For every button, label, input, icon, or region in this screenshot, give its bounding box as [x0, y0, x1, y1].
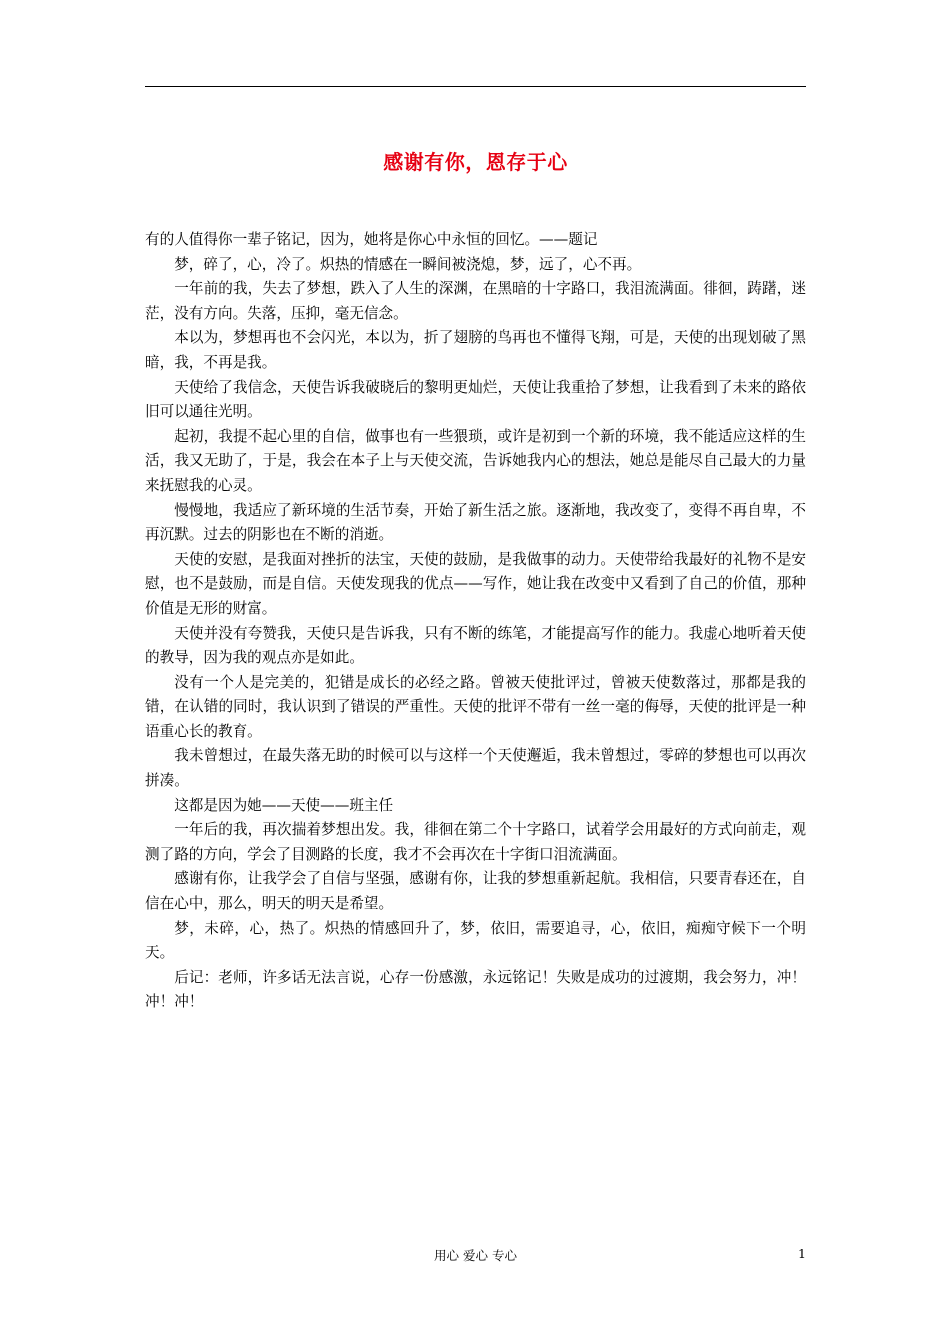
document-body: [145, 228, 806, 1015]
paragraph-6: 慢慢地，我适应了新环境的生活节奏，开始了新生活之旅。逐渐地，我改变了，变得不再自卑，不再沉默。过去的阴影也在不断的消逝。: [145, 501, 806, 544]
paragraph-14: 梦，未碎，心，热了。炽热的情感回升了，梦，依旧，需要追寻，心，依旧，痴痴守候下一个明天。: [145, 919, 806, 962]
paragraph-15: 后记：老师，许多话无法言说，心存一份感激，永远铭记！失败是成功的过渡期，我会努力，冲！冲！冲！: [145, 968, 806, 1011]
paragraph-13: 感谢有你，让我学会了自信与坚强，感谢有你，让我的梦想重新起航。我相信，只要青春还在，自信在心中，那么，明天的明天是希望。: [145, 870, 806, 913]
epigraph: 有的人值得你一辈子铭记，因为，她将是你心中永恒的回忆。——题记: [145, 231, 598, 248]
paragraph-7: 天使的安慰，是我面对挫折的法宝，天使的鼓励，是我做事的动力。天使带给我最好的礼物不是安慰，也不是鼓励，而是自信。天使发现我的优点——写作，她让我在改变中又看到了自己的价值，那种价值是无形的财富。: [145, 550, 806, 617]
paragraph-9: 没有一个人是完美的，犯错是成长的必经之路。曾被天使批评过，曾被天使数落过，那都是我的错，在认错的同时，我认识到了错误的严重性。天使的批评不带有一丝一毫的侮辱，天使的批评是一种语重心长的教育。: [145, 673, 806, 740]
paragraph-5: 起初，我提不起心里的自信，做事也有一些猥琐，或许是初到一个新的环境，我不能适应这样的生活，我又无助了，于是，我会在本子上与天使交流，告诉她我内心的想法，她总是能尽自己最大的力量来抚慰我的心灵。: [145, 427, 806, 494]
paragraph-8: 天使并没有夸赞我，天使只是告诉我，只有不断的练笔，才能提高写作的能力。我虚心地听着天使的教导，因为我的观点亦是如此。: [145, 624, 806, 667]
page-number: 1: [798, 1246, 806, 1261]
document-title: 感谢有你，恩存于心: [383, 150, 568, 174]
paragraph-1: 梦，碎了，心，冷了。炽热的情感在一瞬间被浇熄，梦，远了，心不再。: [174, 255, 642, 273]
paragraph-4: 天使给了我信念，天使告诉我破晓后的黎明更灿烂，天使让我重拾了梦想，让我看到了未来的路依旧可以通往光明。: [145, 378, 806, 421]
paragraph-12: 一年后的我，再次揣着梦想出发。我，徘徊在第二个十字路口，试着学会用最好的方式向前走，观测了路的方向，学会了目测路的长度，我才不会再次在十字街口泪流满面。: [145, 821, 806, 863]
paragraph-3: 本以为，梦想再也不会闪光，本以为，折了翅膀的鸟再也不懂得飞翔，可是，天使的出现划破了黑暗，我，不再是我。: [145, 329, 806, 371]
paragraph-11: 这都是因为她——天使——班主任: [174, 796, 394, 814]
footer-motto: 用心 爱心 专心: [434, 1248, 517, 1263]
paragraph-2: 一年前的我，失去了梦想，跌入了人生的深渊，在黑暗的十字路口，我泪流满面。徘徊，踌躇，迷茫，没有方向。失落，压抑，毫无信念。: [145, 280, 806, 322]
paragraph-10: 我未曾想过，在最失落无助的时候可以与这样一个天使邂逅，我未曾想过，零碎的梦想也可以再次拼凑。: [145, 747, 806, 790]
header-rule: [145, 86, 806, 87]
